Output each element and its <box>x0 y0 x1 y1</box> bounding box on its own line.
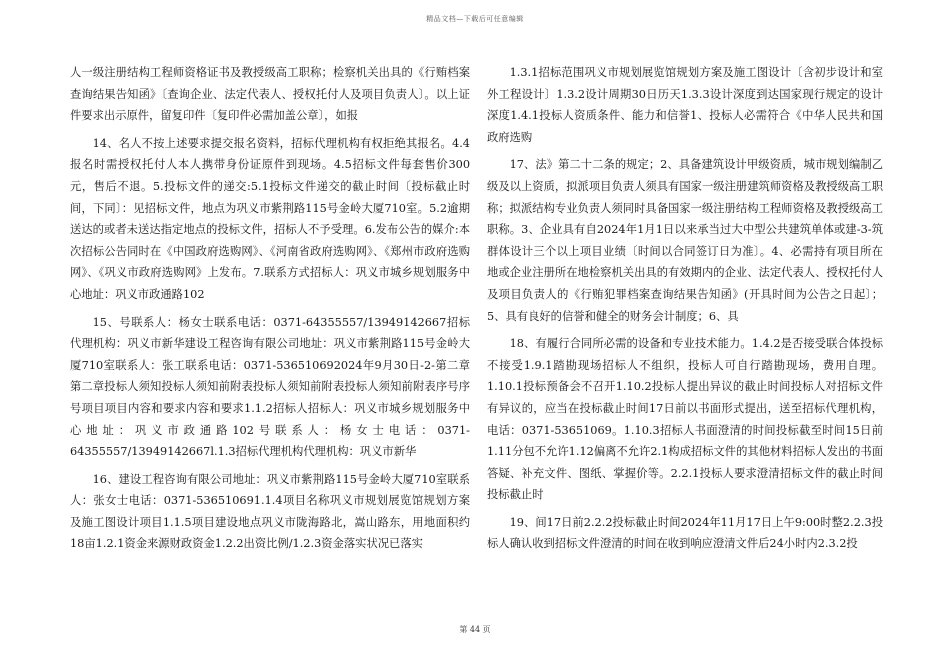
left-column <box>70 62 470 561</box>
right-column <box>487 62 883 561</box>
paragraph: 1.3.1招标范围巩义市规划展览馆规划方案及施工图设计〔含初步设计和室外工程设计〕1.3.2设计周期30日历天1.3.3设计深度到达国家现行规定的设计深度1.4.1投标人资质条件、能力和信誉1、投标人必需符合《中华人民共和国政府选购 <box>487 66 883 144</box>
paragraph: 17、法》第二十二条的规定；2、具备建筑设计甲级资质，城市规划编制乙级及以上资质，拟派项目负责人须具有国家一级注册建筑师资格及教授级高工职称；拟派结构专业负责人须同时具备国家一级注册结构工程师资格及教授级高工职称。3、企业具有自2024年1月1日以来承当过大中型公共建筑单体或建-3-筑群体设计三个以上项目业绩〔时间以合同签订日为准〕。4、必需持有项目所在地或企业注册所在地检察机关出具的有效期内的企业、法定代表人、授权托付人及项目负责人的《行贿犯罪档案查询结果告知函》(开具时间为公告之日起〕；5、具有良好的信誉和健全的财务会计制度；6、具 <box>487 158 883 323</box>
paragraph: 人一级注册结构工程师资格证书及教授级高工职称；检察机关出具的《行贿档案查询结果告知函》〔查询企业、法定代表人、授权托付人及项目负责人〕。以上证件要求出示原件，留复印件〔复印件必需加盖公章〕，如报 <box>70 66 470 123</box>
paragraph: 15、号联系人：杨女士联系电话：0371-64355557/13949142667招标代理机构：巩义市新华建设工程咨询有限公司地址：巩义市紫荆路115号金岭大厦710室联系人：张工联系电话：0371-536510692024年9月30日-2-第二章第二章投标人须知投标人须知前附表投标人须知前附表投标人须知前附表序号序号项目项目内容和要求内容和要求1.1.2招标人招标人：巩义市城乡规划服务中心地址：巩义市政通路102号联系人：杨女士电话：0371-64355557/13949142667l.1.3招标代理机构代理机构：巩义市新华 <box>70 315 470 459</box>
paragraph: 18、有履行合同所必需的设备和专业技术能力。1.4.2是否接受联合体投标不接受1.9.1踏勘现场招标人不组织，投标人可自行踏勘现场，费用自理。1.10.1投标预备会不召开1.10.2投标人提出异议的截止时间投标人对招标文件有异议的，应当在投标截止时间17日前以书面形式提出，送至招标代理机构，电话：0371-53651069。1.10.3招标人书面澄清的时间投标截至时间15日前1.11分包不允许1.12偏离不允许2.1构成招标文件的其他材料招标人发出的书面答疑、补充文件、图纸、掌握价等。2.2.1投标人要求澄清招标文件的截止时间投标截止时 <box>487 337 883 502</box>
paragraph: 16、建设工程咨询有限公司地址：巩义市紫荆路115号金岭大厦710室联系人：张女士电话：0371-536510691.1.4项目名称巩义市规划展览馆规划方案及施工图设计项目1.1.5项目建设地点巩义市陇海路北，嵩山路东，用地面积约18亩1.2.1资金来源财政资金1.2.2出资比例/1.2.3资金落实状况已落实 <box>70 472 470 551</box>
page-header: 精品文档—下载后可任意编辑 <box>426 15 524 23</box>
paragraph: 14、名人不按上述要求提交报名资料，招标代理机构有权拒绝其报名。4.4报名时需授权托付人本人携带身份证原件到现场。4.5招标文件每套售价300元，售后不退。5.投标文件的递交:5.1投标文件递交的截止时间〔投标截止时间，下同〕：见招标文件，地点为巩义市紫荆路115号金岭大厦710室。5.2逾期送达的或者未送达指定地点的投标文件，招标人不予受理。6.发布公告的媒介:本次招标公告同时在《中国政府选购网》、《河南省政府选购网》、《郑州市政府选购网》、《巩义市政府选购网》上发布。7.联系方式招标人：巩义市城乡规划服务中心地址：巩义市政通路102 <box>70 136 470 301</box>
page-number: 第 44 页 <box>459 625 491 634</box>
paragraph: 19、间17日前2.2.2投标截止时间2024年11月17日上午9:00时整2.2.3投标人确认收到招标文件澄清的时间在收到响应澄清文件后24小时内2.3.2投 <box>487 515 883 551</box>
